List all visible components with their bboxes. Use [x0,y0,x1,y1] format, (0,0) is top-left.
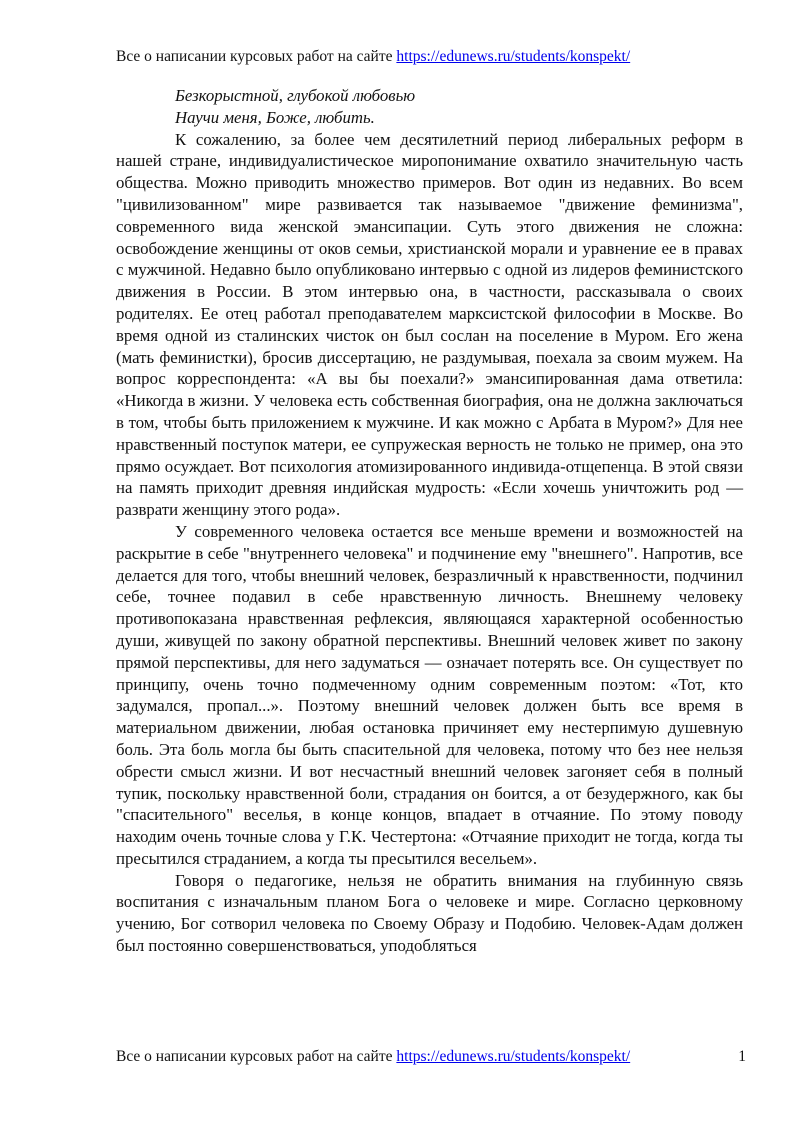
footer-link[interactable]: https://edunews.ru/students/konspekt/ [396,1048,631,1065]
paragraph: К сожалению, за более чем десятилетний период либеральных реформ в нашей стране, индивидуалистическое миропонимание охватило значительную часть общества. Можно приводить множество примеров. Вот один из недавних. Во всем "цивилизованном" мире развивается так называемое "движение феминизма", современного вида женской эмансипации. Суть этого движения не сложна: освобождение женщины от оков семьи, христианской морали и уравнение ее в правах с мужчиной. Недавно было опубликовано интервью с одной из лидеров феминистского движения в России. В этом интервью она, в частности, рассказывала о своих родителях. Ее отец работал преподавателем марксистской философии в Москве. Во время одной из сталинских чисток он был сослан на поселение в Муром. Его жена (мать феминистки), бросив диссертацию, не раздумывая, поехала за своим мужем. На вопрос корреспондента: «А вы бы поехали?» эмансипированная дама ответила: «Никогда в жизни. У человека есть собственная биография, она не должна заключаться в том, чтобы быть приложением к мужчине. И как можно с Арбата в Муром?» Для нее нравственный поступок матери, ее супружеская верность не только не пример, она это прямо осуждает. Вот психология атомизированного индивида-отщепенца. В этой связи на память приходит древняя индийская мудрость: «Если хочешь уничтожить род — разврати женщину этого рода». [116,129,743,520]
paragraph: Говоря о педагогике, нельзя не обратить внимания на глубинную связь воспитания с изначальным планом Бога о человеке и мире. Согласно церковному учению, Бог сотворил человека по Своему Образу и Подобию. Человек-Адам должен был постоянно совершенствоваться, уподобляться [116,870,743,956]
document-body [116,85,743,957]
header-text: Все о написании курсовых работ на сайте [116,48,397,65]
footer-text: Все о написании курсовых работ на сайте [116,1048,397,1065]
header-link[interactable]: https://edunews.ru/students/konspekt/ [396,48,631,65]
page-header [116,47,630,67]
paragraph: У современного человека остается все меньше времени и возможностей на раскрытие в себе "внутреннего человека" и подчинение ему "внешнего". Напротив, все делается для того, чтобы внешний человек, безразличный к нравственности, подчинил себе, точнее подавил в себе нравственную личность. Внешнему человеку противопоказана нравственная рефлексия, являющаяся характерной особенностью души, живущей по закону обратной перспективы. Внешний человек живет по закону прямой перспективы, для него задуматься — означает потерять все. Он существует по принципу, очень точно подмеченному одним современным поэтом: «Тот, кто задумался, пропал...». Поэтому внешний человек должен быть все время в материальном движении, любая остановка причиняет ему нестерпимую душевную боль. Эта боль могла бы быть спасительной для человека, потому что без нее нельзя обрести смысл жизни. И вот несчастный внешний человек загоняет себя в полный тупик, поскольку нравственной боли, страдания он боится, а от безудержного, как бы "спасительного" веселья, в конце концов, впадает в отчаяние. По этому поводу находим очень точные слова у Г.К. Честертона: «Отчаяние приходит не тогда, когда ты пресытился страданием, а когда ты пресытился весельем». [116,521,743,868]
page-footer [116,1047,746,1067]
page-number: 1 [738,1048,746,1065]
verse-line: Безкорыстной, глубокой любовью [175,86,416,105]
verse-line: Научи меня, Боже, любить. [175,107,375,127]
